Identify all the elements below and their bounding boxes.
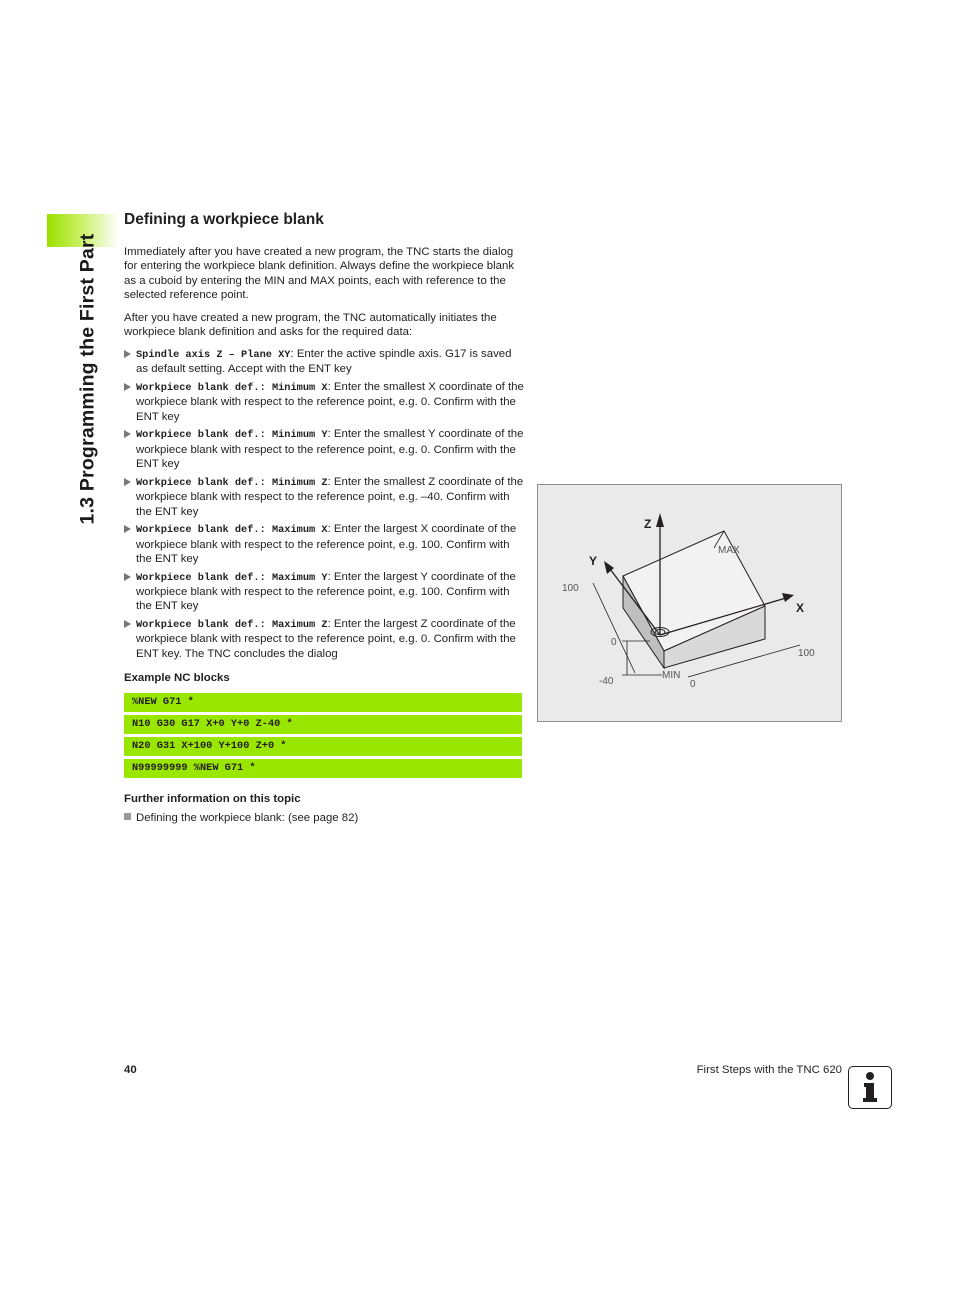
step-item [124,570,524,614]
workpiece-blank-diagram [538,485,841,721]
step-item [124,617,524,661]
step-text: : Enter the smallest X coordinate of the workpiece blank with respect to the reference point, e.g. 0. Confirm with the ENT key [136,381,524,423]
step-code: Workpiece blank def.: Maximum Y [136,571,328,584]
x-0-label: 0 [690,679,696,690]
nc-block-text: N20 G31 X+100 Y+100 Z+0 * [132,740,287,752]
nc-block [124,715,522,734]
y-100-label: 100 [562,583,579,594]
arrow-bullet-icon [124,620,131,628]
arrow-bullet-icon [124,478,131,486]
square-bullet-icon [124,813,131,820]
step-code: Workpiece blank def.: Maximum X [136,524,328,537]
max-point-label: MAX [718,545,740,556]
step-code: Workpiece blank def.: Minimum X [136,382,328,394]
step-text: : Enter the largest Y coordinate of the workpiece blank with respect to the reference point, e.g. 100. Confirm with the ENT key [136,570,516,613]
x-axis-arrow [782,593,794,602]
arrow-bullet-icon [124,430,131,438]
step-text: : Enter the largest Z coordinate of the workpiece blank with respect to the reference point, e.g. 0. Confirm with the ENT key. The TNC concludes the dialog [136,618,516,660]
step-text: : Enter the smallest Z coordinate of the workpiece blank with respect to the reference point, e.g. –40. Confirm with the ENT key [136,475,524,518]
step-text: : Enter the smallest Y coordinate of the workpiece blank with respect to the reference point, e.g. 0. Confirm with the ENT key [136,428,524,471]
dialog-steps-list [124,347,524,664]
step-code: Workpiece blank def.: Maximum Z [136,619,328,632]
step-code: Workpiece blank def.: Minimum Z [136,476,328,489]
x-100-label: 100 [798,648,815,659]
info-icon [848,1066,892,1109]
step-item [124,475,524,519]
step-item [124,347,524,377]
step-item [124,380,524,424]
nc-block [124,693,522,712]
nc-block [124,737,522,756]
arrow-bullet-icon [124,525,131,533]
min-point-label: MIN [662,670,681,681]
section-heading: Defining a workpiece blank [124,211,324,228]
step-item [124,522,524,566]
step-code: Workpiece blank def.: Minimum Y [136,429,328,442]
further-info-item [124,812,358,824]
chapter-side-title [71,214,105,544]
z-axis-label: Z [644,517,652,531]
workpiece-blank-figure [537,484,842,722]
nc-block [124,759,522,778]
nc-block-text: N10 G30 G17 X+0 Y+0 Z-40 * [132,718,293,730]
z-neg40-label: -40 [599,676,614,687]
second-paragraph: After you have created a new program, the TNC automatically initiates the workpiece blank definition and asks for the required data: [124,312,497,339]
manual-title: First Steps with the TNC 620 [696,1064,842,1076]
nc-block-text: N99999999 %NEW G71 * [132,762,256,774]
x-axis-label: X [796,601,805,615]
page-number: 40 [124,1064,137,1076]
arrow-bullet-icon [124,383,131,391]
arrow-bullet-icon [124,350,131,358]
step-text: : Enter the largest X coordinate of the workpiece blank with respect to the reference point, e.g. 100. Confirm with the ENT key [136,523,517,566]
z-0-label: 0 [611,637,617,648]
y-axis-label: Y [589,554,598,568]
nc-block-text: %NEW G71 * [132,696,194,708]
step-item [124,427,524,471]
arrow-bullet-icon [124,573,131,581]
step-text: : Enter the active spindle axis. G17 is saved as default setting. Accept with the ENT key [136,348,512,376]
intro-paragraph: Immediately after you have created a new program, the TNC starts the dialog for entering the workpiece blank definition. Always define the workpiece blank as a cuboid by entering the MIN and MAX points, each with reference to the selected reference point. [124,246,515,302]
further-info-link[interactable]: Defining the workpiece blank: (see page 82) [136,812,359,824]
step-code: Spindle axis Z – Plane XY [136,349,291,361]
chapter-title-text: 1.3 Programming the First Part [76,233,99,525]
example-heading: Example NC blocks [124,672,230,684]
z-axis-arrow [656,513,664,527]
further-info-heading: Further information on this topic [124,793,301,805]
